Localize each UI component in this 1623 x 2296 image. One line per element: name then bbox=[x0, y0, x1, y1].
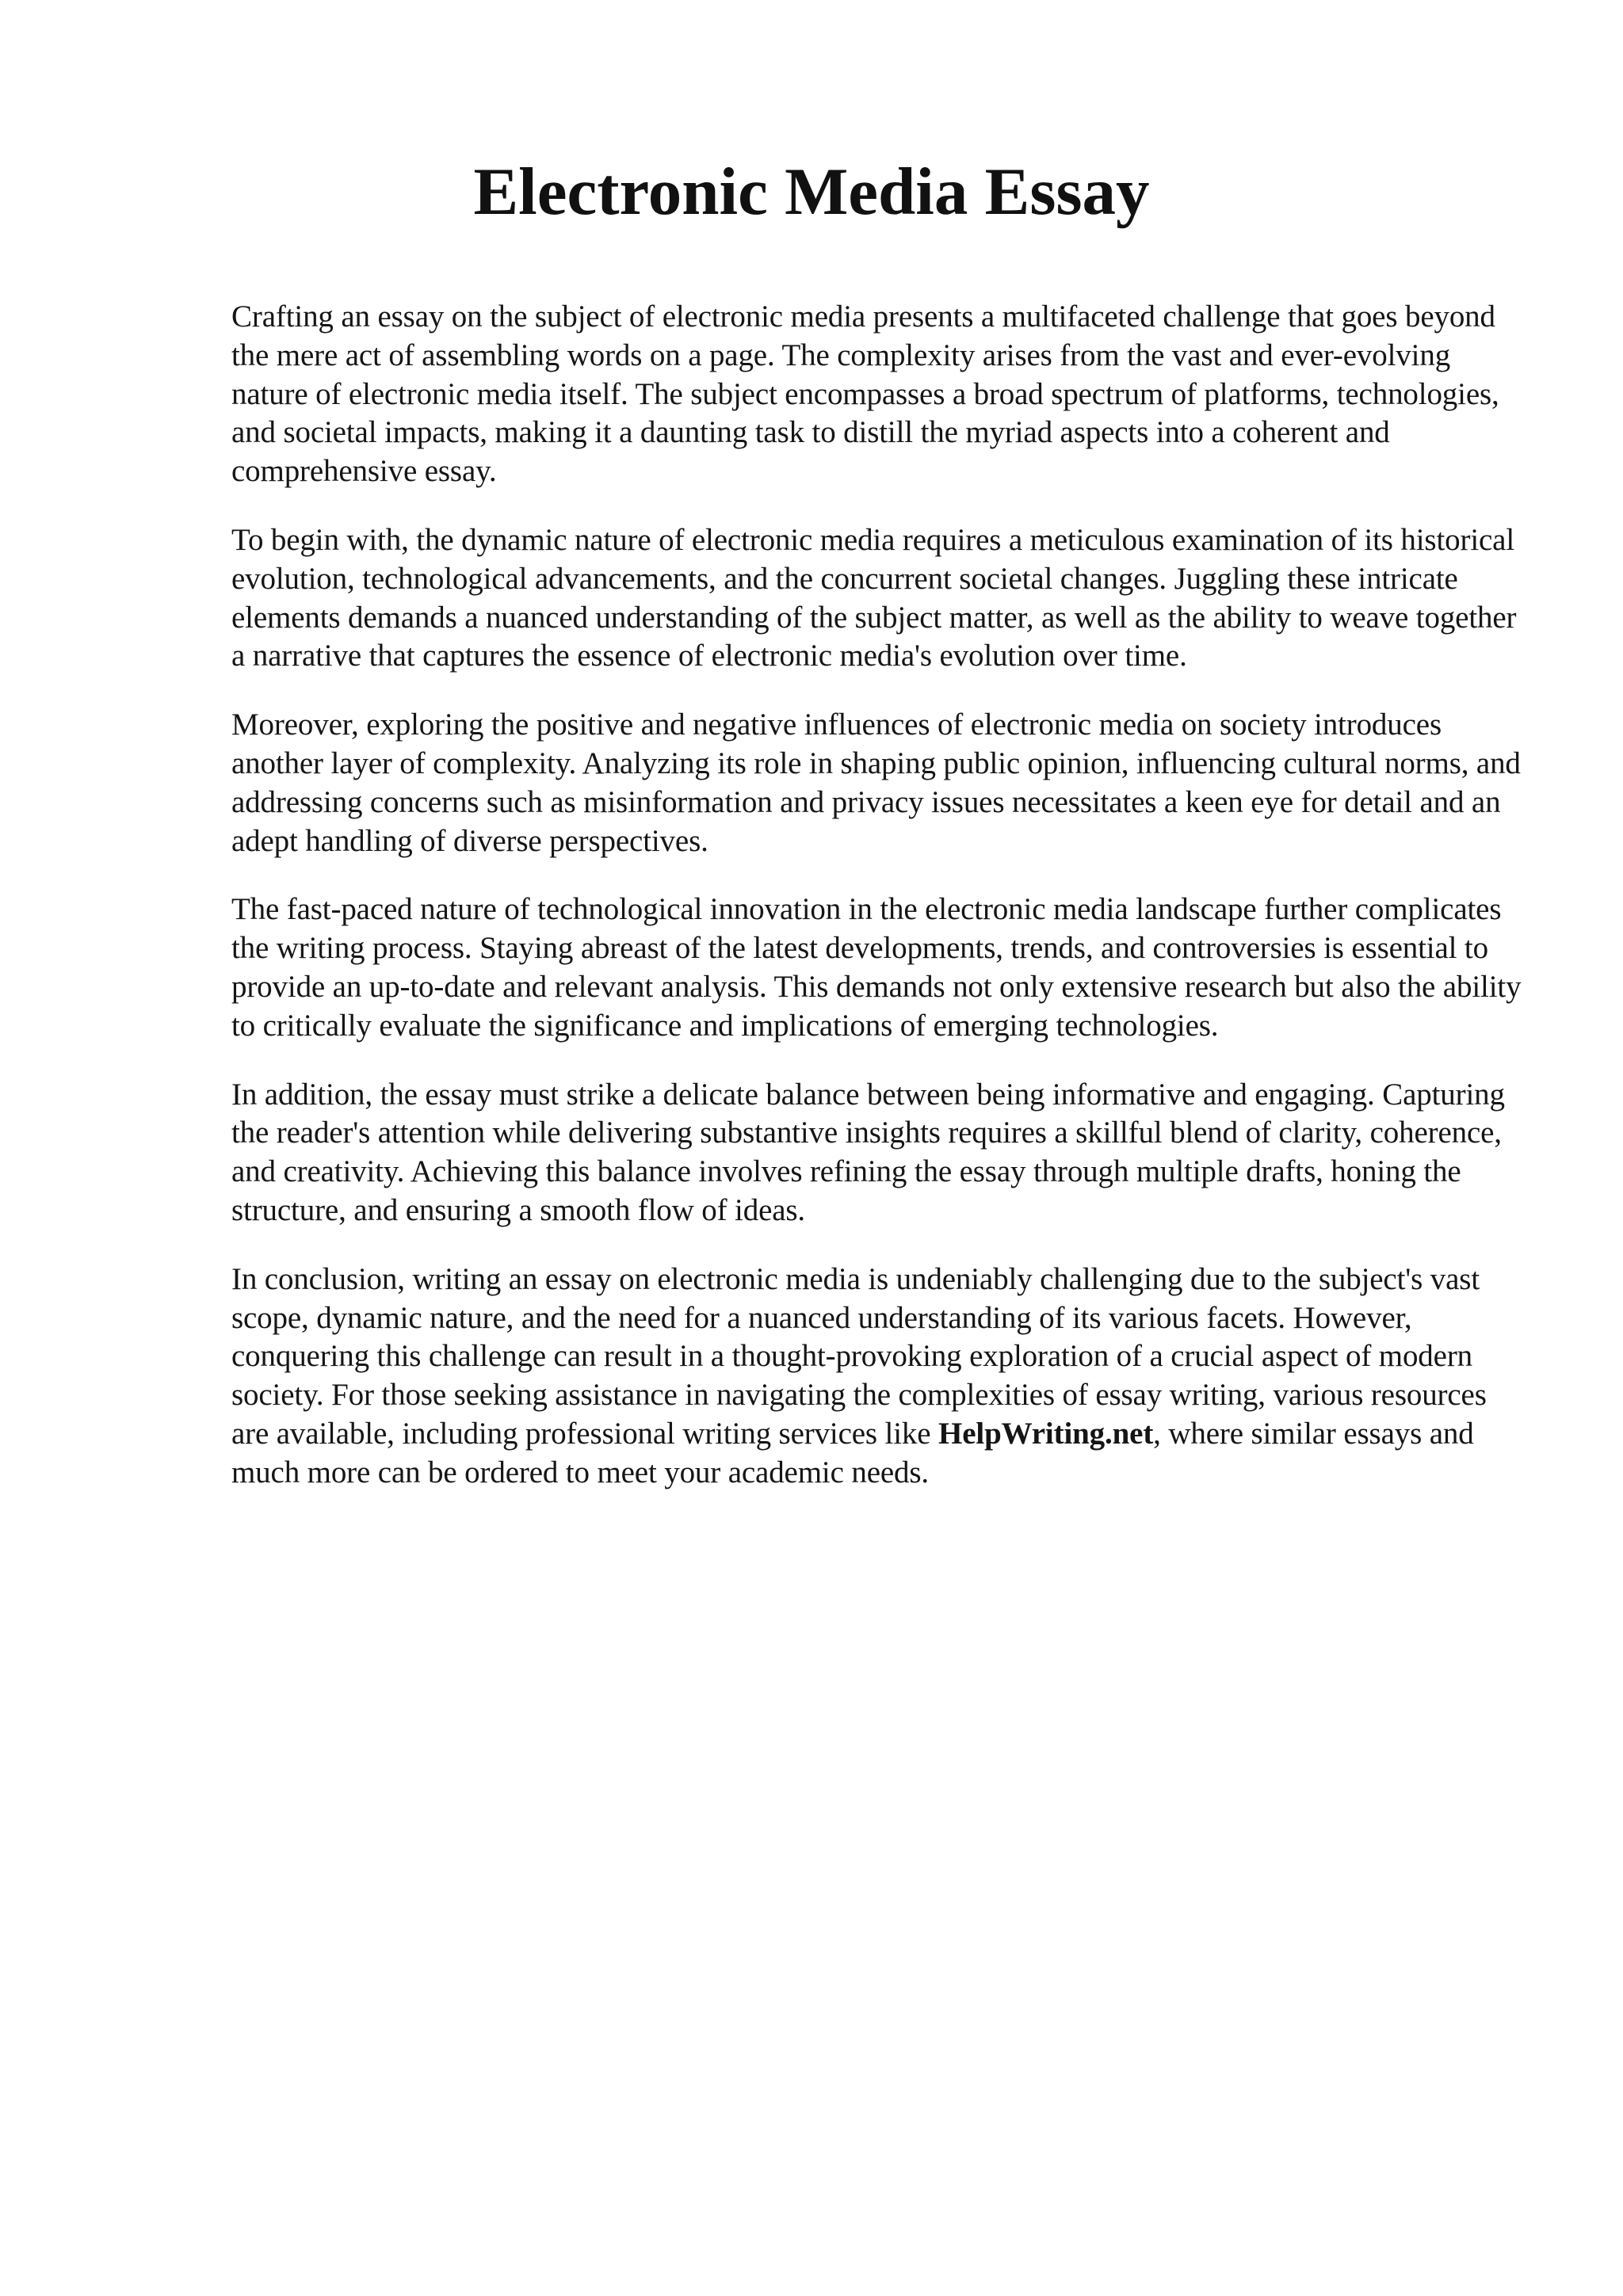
conclusion-text-before: In conclusion, writing an essay on electronic media is undeniably challenging due to the subject's vast scope, dynamic nature, and the need for a nuanced understanding of its various facets. However, conquering this challenge can result in a thought-provoking exploration of a crucial aspect of modern society. For those seeking assistance in navigating the complexities of essay writing, various resources are available, including professional writing services like bbox=[231, 1261, 1487, 1451]
essay-title: Electronic Media Essay bbox=[473, 154, 1150, 229]
paragraph-historical-evolution: To begin with, the dynamic nature of electronic media requires a meticulous examination of its historical evolution, technological advancements, and the concurrent societal changes. Juggling these intricate elements demands a nuanced understanding of the subject matter, as well as the ability to weave together a narrative that captures the essence of electronic media's evolution over time. bbox=[231, 522, 1517, 673]
helpwriting-brand-name: HelpWriting.net bbox=[938, 1416, 1154, 1451]
paragraph-technological-innovation: The fast-paced nature of technological innovation in the electronic media landscape further complicates the writing process. Staying abreast of the latest developments, trends, and controversies is essential to provide an up-to-date and relevant analysis. This demands not only extensive research but also the ability to critically evaluate the significance and implications of emerging technologies. bbox=[231, 892, 1522, 1043]
paragraph-balance: In addition, the essay must strike a delicate balance between being informative and engaging. Capturing the reader's attention while delivering substantive insights requires a skillful blend of clarity, coherence, and creativity. Achieving this balance involves refining the essay through multiple drafts, honing the structure, and ensuring a smooth flow of ideas. bbox=[231, 1077, 1505, 1227]
essay-body bbox=[231, 298, 1523, 1523]
paragraph-intro: Crafting an essay on the subject of electronic media presents a multifaceted challenge that goes beyond the mere act of assembling words on a page. The complexity arises from the vast and ever-evolving nature of electronic media itself. The subject encompasses a broad spectrum of platforms, technologies, and societal impacts, making it a daunting task to distill the myriad aspects into a coherent and comprehensive essay. bbox=[231, 299, 1499, 489]
conclusion-text-after: , where similar essays and much more can be ordered to meet your academic needs. bbox=[231, 1416, 1474, 1489]
paragraph-societal-influences: Moreover, exploring the positive and negative influences of electronic media on society introduces another layer of complexity. Analyzing its role in shaping public opinion, influencing cultural norms, and addressing concerns such as misinformation and privacy issues necessitates a keen eye for detail and an adept handling of diverse perspectives. bbox=[231, 707, 1521, 858]
paragraph-conclusion bbox=[231, 1261, 1523, 1493]
